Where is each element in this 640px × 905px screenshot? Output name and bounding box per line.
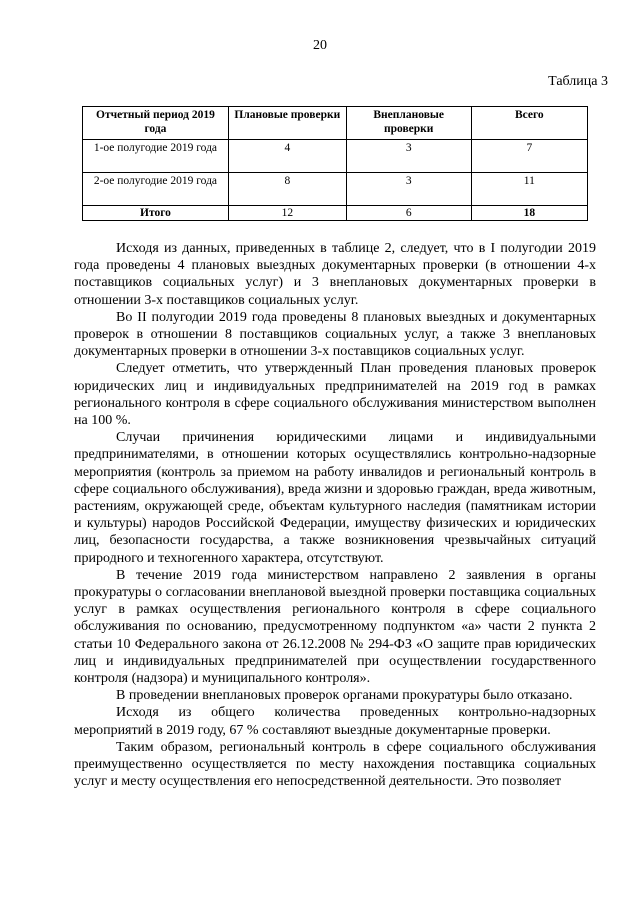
paragraph: Во II полугодии 2019 года проведены 8 плановых выездных и документарных проверок в отношении 8 поставщиков социальных услуг, а также 3 внеплановых документарных проверки в отношении 3-х поставщиков социальных услуг. [74, 309, 596, 360]
paragraph: Следует отметить, что утвержденный План проведения плановых проверок юридических лиц и индивидуальных предпринимателей на 2019 год в рамках регионального контроля в сфере социального обслуживания министерством выполнен на 100 %. [74, 361, 596, 429]
header-planned: Плановые проверки [228, 107, 346, 140]
cell-planned: 12 [228, 206, 346, 221]
paragraph: Исходя из общего количества проведенных контрольно-надзорных мероприятий в 2019 году, 67 % составляют выездные документарные проверки. [74, 705, 596, 738]
paragraph: В проведении внеплановых проверок органами прокуратуры было отказано. [116, 688, 573, 704]
paragraph: В течение 2019 года министерством направлено 2 заявления в органы прокуратуры о согласовании внеплановой выездной проверки поставщика социальных услуг в рамках осуществления регионального контроля в сфере социального обслуживания по основанию, предусмотренному подпунктом «а» части 2 пункта 2 статьи 10 Федерального закона от 26.12.2008 № 294-ФЗ «О защите прав юридических лиц и индивидуальных предпринимателей при осуществлении государственного контроля (надзора) и муниципального контроля». [74, 567, 596, 687]
table-row-total [83, 206, 588, 221]
cell-planned: 4 [228, 140, 346, 173]
header-total: Всего [471, 107, 587, 140]
table-row [83, 140, 588, 173]
cell-unplanned: 3 [346, 140, 471, 173]
cell-total: 11 [471, 173, 587, 206]
table-row [83, 173, 588, 206]
cell-period: 2-ое полугодие 2019 года [83, 173, 229, 206]
cell-unplanned: 3 [346, 173, 471, 206]
paragraph: Случаи причинения юридическими лицами и индивидуальными предпринимателями, в отношении которых осуществлялись контрольно-надзорные мероприятия (контроль за приемом на работу инвалидов и региональный контроль в сфере социального обслуживания), вреда жизни и здоровью граждан, вреда животным, растениям, окружающей среде, объектам культурного наследия (памятникам истории и культуры) народов Российской Федерации, имуществу физических и юридических лиц, безопасности государства, а также возникновения чрезвычайных ситуаций природного и техногенного характера, отсутствуют. [74, 430, 596, 566]
table-caption: Таблица 3 [548, 74, 608, 89]
paragraph: Исходя из данных, приведенных в таблице 2, следует, что в I полугодии 2019 года проведены 4 плановых выездных документарных проверки (в отношении 4-х поставщиков социальных услуг) и 3 внеплановых документарных проверки в отношении 3-х поставщиков социальных услуг. [74, 241, 596, 308]
inspections-table [82, 106, 588, 221]
cell-grand-total: 18 [471, 206, 587, 221]
paragraph: Таким образом, региональный контроль в сфере социального обслуживания преимущественно осуществляется по месту нахождения поставщика социальных услуг и месту осуществления его непосредственной деятельности. Это позволяет [74, 739, 596, 790]
cell-period: 1-ое полугодие 2019 года [83, 140, 229, 173]
body-text [74, 240, 596, 791]
page-number: 20 [313, 38, 327, 53]
header-unplanned: Внеплановые проверки [346, 107, 471, 140]
cell-total: 7 [471, 140, 587, 173]
header-period: Отчетный период 2019 года [83, 107, 229, 140]
cell-total-label: Итого [83, 206, 229, 221]
cell-unplanned: 6 [346, 206, 471, 221]
table-header-row [83, 107, 588, 140]
cell-planned: 8 [228, 173, 346, 206]
